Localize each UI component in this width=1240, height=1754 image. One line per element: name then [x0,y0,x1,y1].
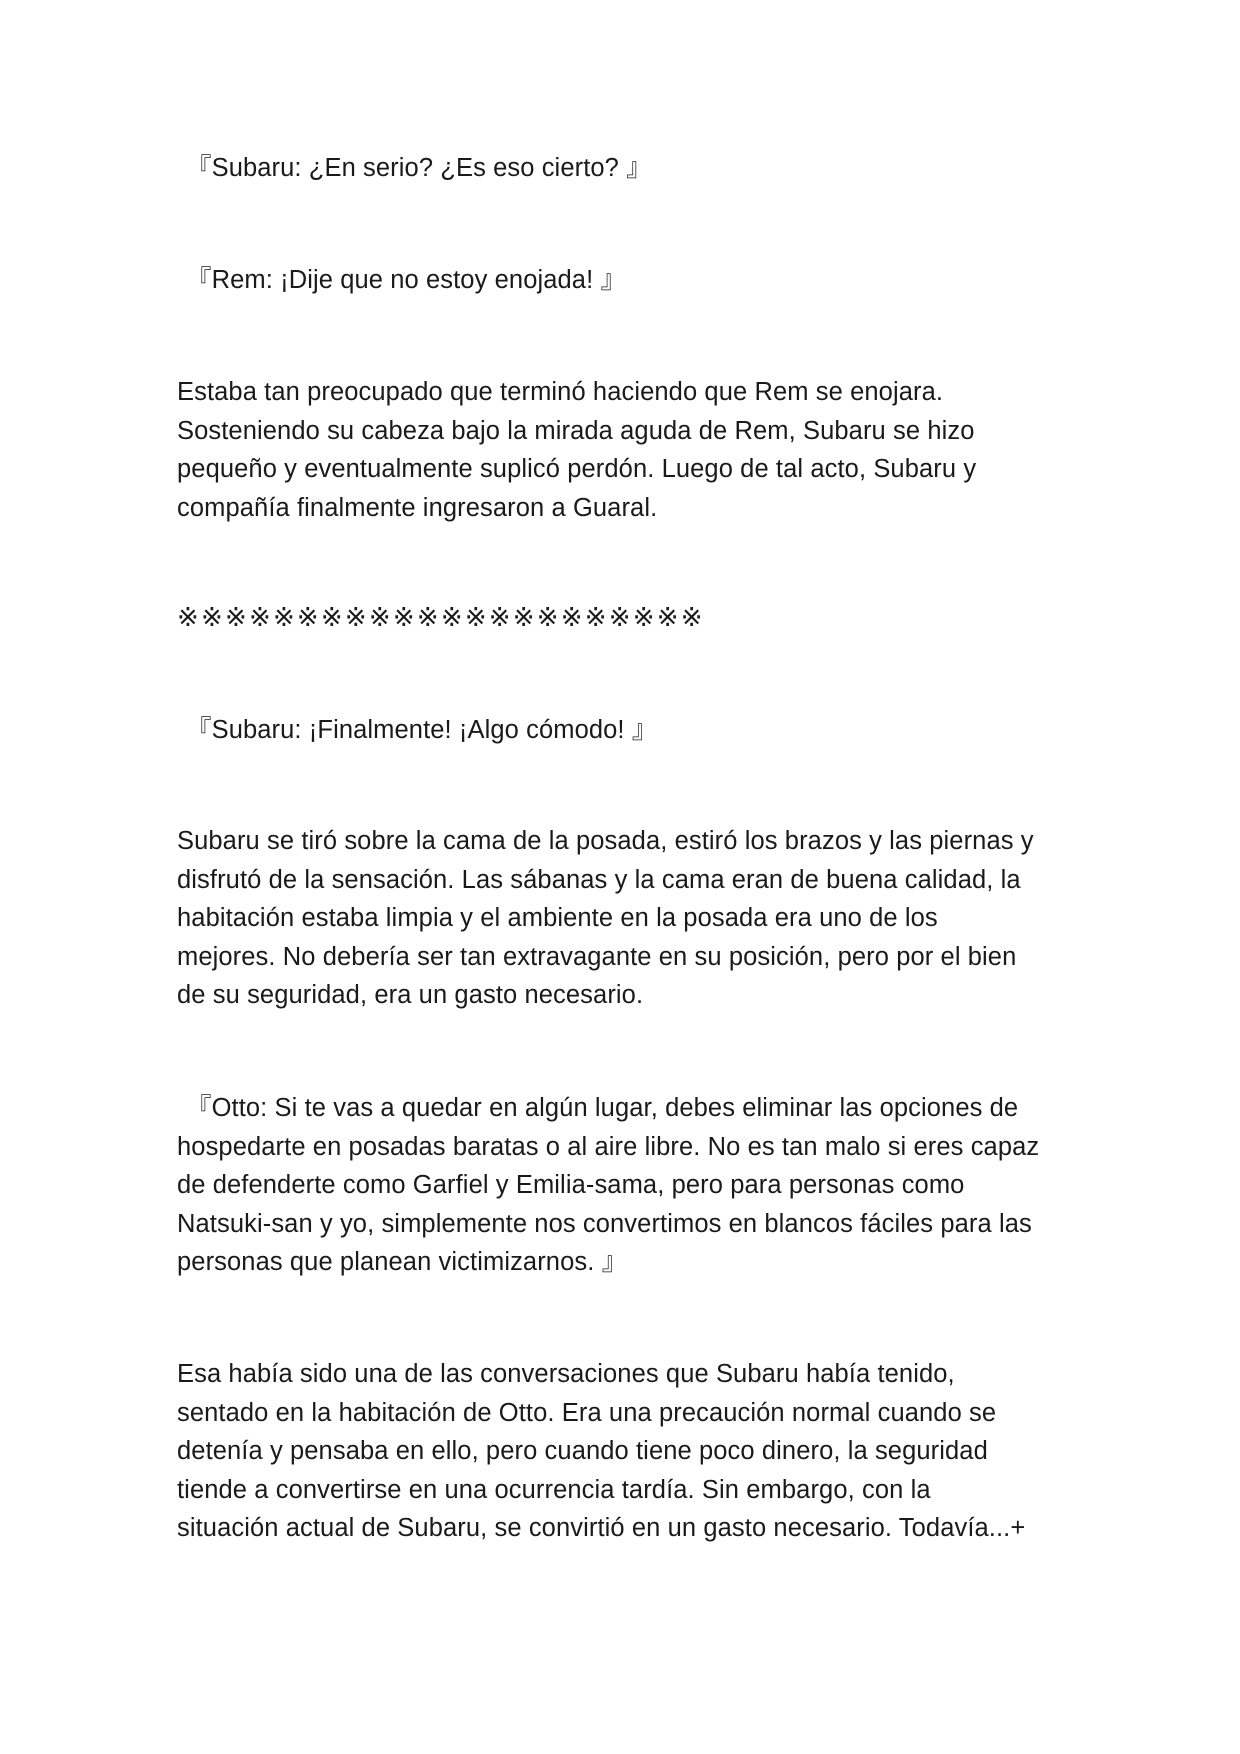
text-line: mejores. No debería ser tan extravagante en su posición, pero por el bien [177,942,1017,971]
text-line: tiende a convertirse en una ocurrencia tardía. Sin embargo, con la [177,1475,931,1504]
text-line: personas que planean victimizarnos. 』 [177,1248,628,1276]
text-line: Sosteniendo su cabeza bajo la mirada aguda de Rem, Subaru se hizo [177,416,975,445]
text-line: detenía y pensaba en ello, pero cuando tiene poco dinero, la seguridad [177,1437,988,1465]
scene-separator [177,598,1077,637]
text-line: habitación estaba limpia y el ambiente en la posada era uno de los [177,904,938,932]
text-line: hospedarte en posadas baratas o al aire libre. No es tan malo si eres capaz [177,1132,1040,1161]
text-line: 『Subaru: ¿En serio? ¿Es eso cierto? 』 [186,154,652,182]
text-line: de su seguridad, era un gasto necesario. [177,981,644,1009]
text-line: compañía finalmente ingresaron a Guaral. [177,493,658,522]
text-line: 『Otto: Si te vas a quedar en algún lugar, debes eliminar las opciones de [186,1094,1019,1122]
dialogue-subaru-2 [177,711,1086,750]
dialogue-rem [177,261,1086,300]
text-line: de defenderte como Garfiel y Emilia-sama, pero para personas como [177,1171,965,1199]
text-line: Natsuki-san y yo, simplemente nos convertimos en blancos fáciles para las [177,1209,1032,1238]
text-line: 『Subaru: ¡Finalmente! ¡Algo cómodo! 』 [186,716,658,744]
text-line: disfrutó de la sensación. Las sábanas y la cama eran de buena calidad, la [177,865,1021,894]
paragraph-2 [177,822,1077,1015]
paragraph-3 [177,1355,1077,1548]
separator-marks: ※※※※※※※※※※※※※※※※※※※※※※ [177,602,705,632]
text-line: Subaru se tiró sobre la cama de la posada, estiró los brazos y las piernas y [177,827,1034,855]
text-line: pequeño y eventualmente suplicó perdón. Luego de tal acto, Subaru y [177,455,977,483]
paragraph-1 [177,373,1077,527]
text-line: situación actual de Subaru, se convirtió en un gasto necesario. Todavía...+ [177,1514,1026,1542]
text-line: Estaba tan preocupado que terminó haciendo que Rem se enojara. [177,378,944,406]
dialogue-subaru-1 [177,149,1086,188]
text-line: sentado en la habitación de Otto. Era una precaución normal cuando se [177,1398,997,1427]
text-line: 『Rem: ¡Dije que no estoy enojada! 』 [186,266,627,294]
text-line: Esa había sido una de las conversaciones que Subaru había tenido, [177,1360,955,1388]
dialogue-otto [177,1089,1077,1282]
